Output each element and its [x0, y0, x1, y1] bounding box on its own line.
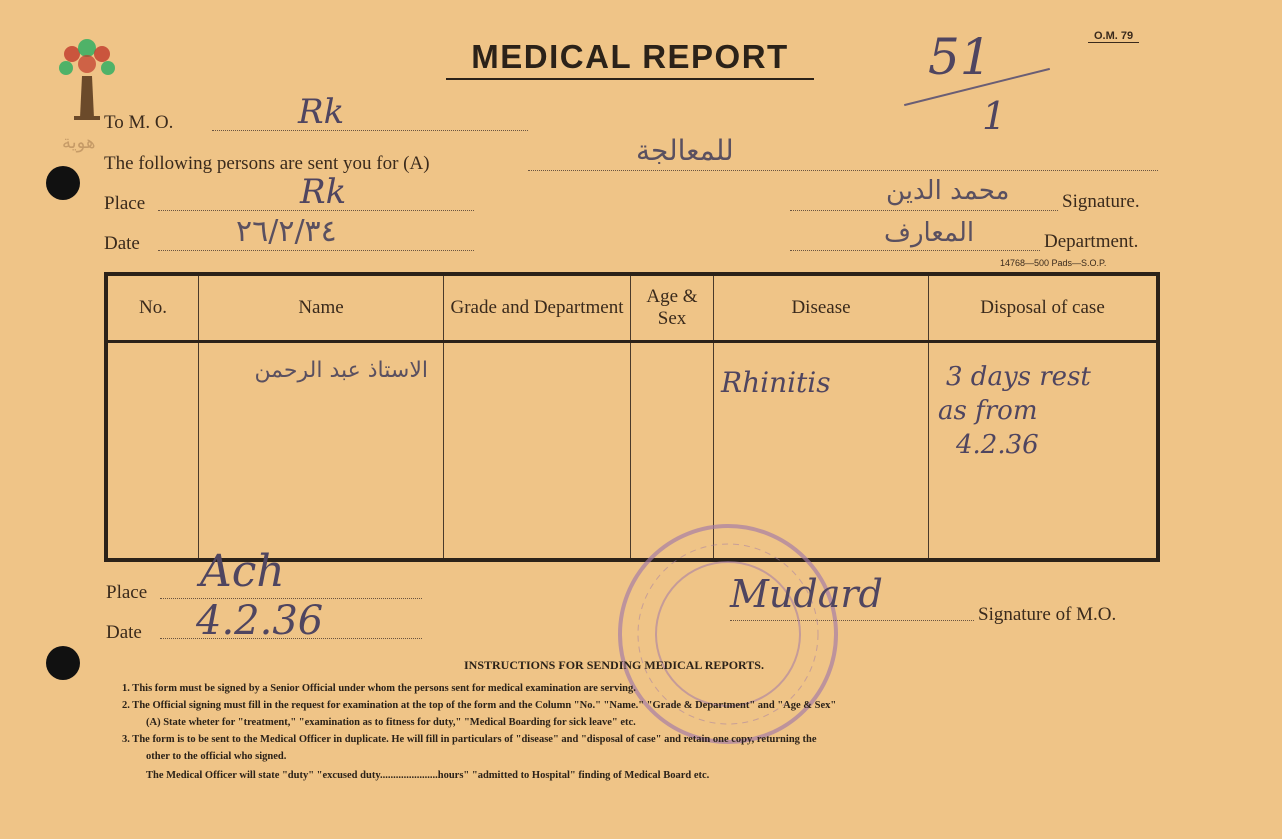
footer-date-label: Date	[106, 622, 142, 643]
disease-handwritten: Rhinitis	[721, 366, 831, 399]
place-handwritten: Rk	[300, 172, 347, 212]
punch-hole-top	[46, 166, 80, 200]
page-title: MEDICAL REPORT	[446, 38, 814, 80]
header-grade-department: Grade and Department	[444, 274, 631, 342]
to-mo-line	[212, 130, 528, 131]
cell-no	[106, 342, 199, 561]
date-label: Date	[104, 233, 140, 254]
punch-hole-bottom	[46, 646, 80, 680]
footer-place-handwritten: Ach	[200, 546, 285, 597]
instruction-line-4: 3. The form is to be sent to the Medical Officer in duplicate. He will fill in particulars of "disease" and "disposal of case" and retain one copy, returning the	[122, 734, 817, 745]
watermark-text: هوية	[62, 132, 96, 153]
form-code: O.M. 79	[1088, 30, 1139, 43]
footer-place-label: Place	[106, 582, 148, 603]
to-mo-label: To M. O.	[104, 112, 174, 133]
following-persons-label: The following persons are sent you for (A)	[104, 153, 430, 174]
instruction-line-6: The Medical Officer will state "duty" "excused duty......................hours" "admitted to Hospital" finding of Medical Board etc.	[146, 770, 710, 781]
print-ref: 14768—500 Pads—S.O.P.	[1000, 258, 1107, 268]
instruction-line-5: other to the official who signed.	[146, 751, 287, 762]
place-label: Place	[104, 193, 146, 214]
instruction-line-2: 2. The Official signing must fill in the request for examination at the top of the form and the Column "No." "Name." "Grade & Department" and "Age & Sex"	[122, 700, 837, 711]
department-label: Department.	[1044, 231, 1139, 252]
instruction-line-3: (A) State wheter for "treatment," "examination as to fitness for duty," "Medical Boarding for sick leave" etc.	[146, 717, 636, 728]
date-line	[158, 250, 474, 251]
signature-mo-label: Signature of M.O.	[978, 604, 1117, 625]
footer-date-handwritten: 4.2.36	[196, 598, 324, 644]
file-ref-handwritten: 51	[928, 28, 992, 86]
file-ref-sub-handwritten: 1	[982, 94, 1007, 138]
header-name: Name	[199, 274, 444, 342]
disposal-line-1: 3 days rest	[946, 362, 1091, 392]
signature-label: Signature.	[1062, 191, 1140, 212]
header-disease: Disease	[714, 274, 929, 342]
purpose-line	[528, 170, 1158, 171]
official-stamp	[612, 518, 844, 750]
cell-name	[199, 342, 444, 561]
cell-disposal	[929, 342, 1159, 561]
signature-handwritten: محمد الدين	[886, 176, 1010, 206]
header-age-sex: Age & Sex	[631, 274, 714, 342]
purpose-handwritten: للمعالجة	[636, 134, 734, 167]
disposal-line-3: 4.2.36	[956, 430, 1039, 460]
instructions-heading: INSTRUCTIONS FOR SENDING MEDICAL REPORTS.	[464, 658, 764, 672]
disposal-line-2: as from	[938, 396, 1038, 426]
header-disposal: Disposal of case	[929, 274, 1159, 342]
department-handwritten: المعارف	[884, 218, 975, 248]
instruction-line-1: 1. This form must be signed by a Senior Official under whom the persons sent for medical examination are serving.	[122, 683, 636, 694]
department-line	[790, 250, 1040, 251]
header-no: No.	[106, 274, 199, 342]
date-handwritten: ٢٦/٢/٣٤	[236, 214, 337, 249]
name-handwritten: الاستاذ عبد الرحمن	[254, 358, 428, 383]
mo-signature-line	[730, 620, 974, 621]
to-mo-handwritten: Rk	[298, 92, 345, 132]
signature-line	[790, 210, 1058, 211]
mo-signature-handwritten: Mudard	[730, 572, 883, 616]
cell-grade	[444, 342, 631, 561]
